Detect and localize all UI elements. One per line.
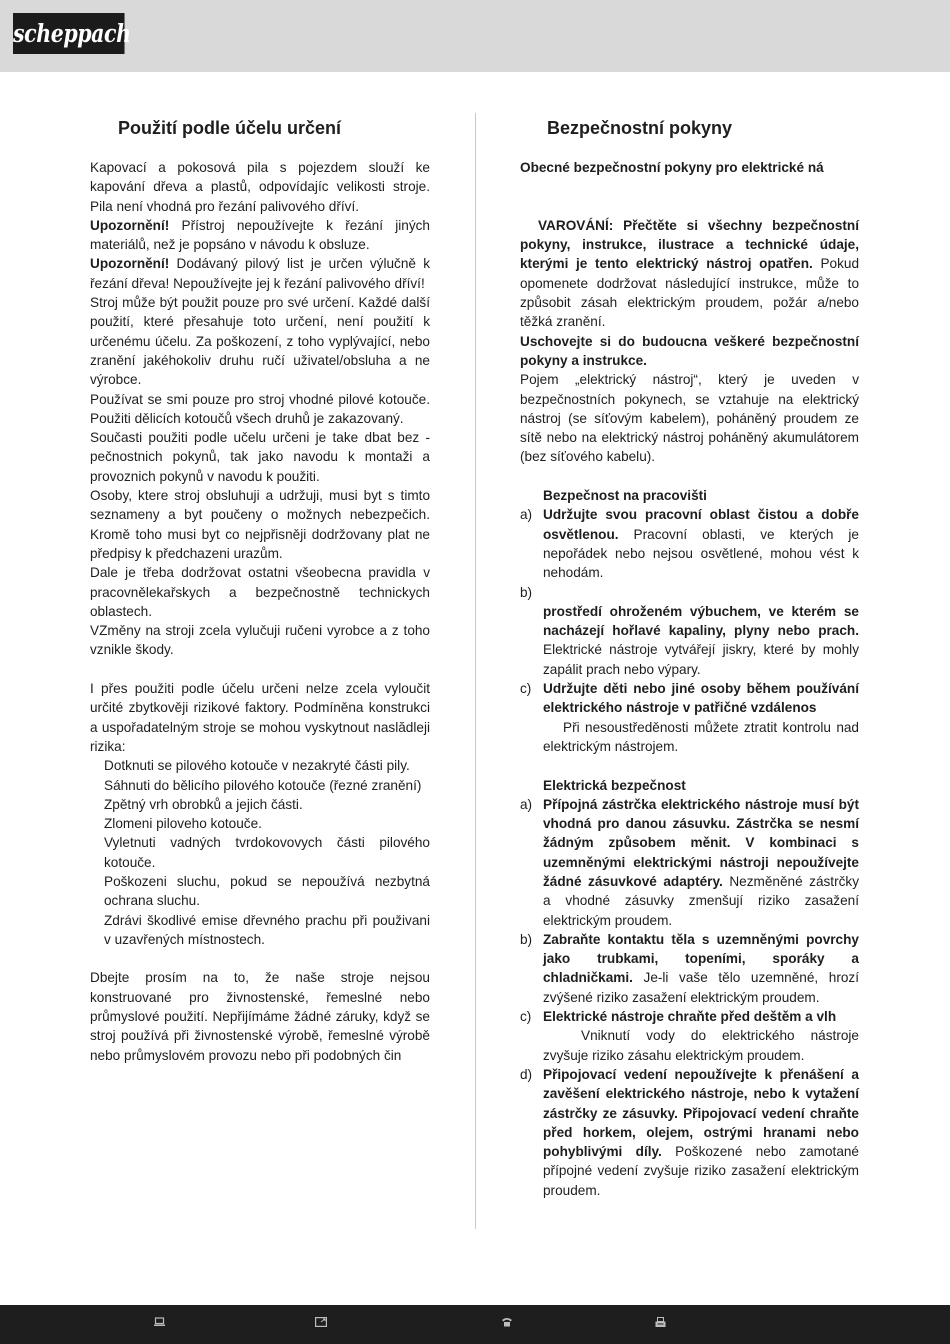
risk-item: Sáhnuti do bělicího pilového kotouče (řezné zranění) bbox=[104, 777, 422, 793]
paragraph-commercial-use: Dbejte prosím na to, že naše stroje nejsou konstruované pro živnostenské, řemeslné nebo průmyslové použití. Nepřijímáme žádné záruky, když se stroj používá při živnostenské výrobě, řemeslné výrobě nebo průmyslovém provozu nebo při podobných čin bbox=[90, 970, 430, 1063]
electrical-item-a: a) Přípojná zástrčka elektrického nástroje musí být vhodná pro danou zásuvku. Zástrčka se nesmí žádným způsobem měnit. V kombinaci s uzemněnými elektrickými nástroji nepoužívejte žádné zásuvkové adaptéry. Nezměněné zástrčky a vhodné zásuvky zmenšují riziko zasažení elektrickým proudem. bbox=[520, 796, 860, 928]
electrical-safety-heading: Elektrická bezpečnost bbox=[543, 777, 686, 793]
power-tool-definition: Pojem „elektrický nástroj“, který je uveden v bezpečnostních pokynech, se vztahuje na elektrický nástroj (se síťovým kabelem), poháněný proudem ze sítě nebo na elektrický nástroj poháněný akumulátorem (bez síťového kabelu). bbox=[520, 372, 859, 465]
risk-item: Zdrávi škodlivé emise dřevného prachu při použivani v uzavřených místnostech. bbox=[104, 912, 430, 947]
electrical-item-c: c) Elektrické nástroje chraňte před deštěm a vlh Vniknutí vody do elektrického nástroje zvyšuje riziko zásahu elektrickým proudem. bbox=[520, 1009, 859, 1063]
workplace-item-b: b) prostředí ohroženém výbuchem, ve kterém se nacházejí hořlavé kapaliny, plyny nebo prach. Elektrické nástroje vytvářejí jiskry, které by mohly zapálit prach nebo výpary. bbox=[520, 584, 859, 677]
paragraph-rules: Dale je třeba dodržovat ostatni všeobecna pravidla v pracovnělekařskych a bezpečnostně technickych oblastech. bbox=[90, 565, 430, 619]
risk-item: Poškozeni sluchu, pokud se nepoužívá nezbytná ochrana sluchu. bbox=[104, 873, 430, 909]
paragraph-instructions: Současti použiti podle učelu určeni je take dbat bez - pečnostnich pokynů, tak jako navodu k montaži a provoznich pokynů v navodu k použiti. bbox=[90, 430, 430, 484]
header-bar bbox=[0, 0, 950, 72]
risk-item: Zlomeni piloveho kotouče. bbox=[104, 816, 262, 832]
electrical-item-b: b) Zabraňte kontaktu těla s uzemněnými povrchy jako trubkami, topeními, sporáky a chladničkami. Je-li vaše tělo uzemněné, hrozí zvýšené riziko zasažení elektrickým proudem. bbox=[520, 931, 859, 1005]
warning-paragraph-2: Upozornění! Dodávaný pilový list je určen výlučně k řezání dřeva! Nepoužívejte jej k řezání palivového dříví! bbox=[90, 256, 430, 291]
mail-icon bbox=[315, 1317, 327, 1331]
paragraph-saw-blades: Používat se smi pouze pro stroj vhodné pilové kotouče. Použiti dělicích kotoučů všech druhů je zakazovaný. bbox=[90, 391, 430, 426]
warning-paragraph-1: Upozornění! Přístroj nepoužívejte k řezání jiných materiálů, než je popsáno v návodu k obsluze. bbox=[90, 217, 430, 253]
workplace-item-a: a) Udržujte svou pracovní oblast čistou a dobře osvětlenou. Pracovní oblasti, ve kterých je nepořádek nebo nejsou osvětlené, mohou vést k nehodám. bbox=[520, 507, 859, 581]
workplace-safety-heading: Bezpečnost na pracovišti bbox=[543, 488, 707, 504]
workplace-item-c: c) Udržujte děti nebo jiné osoby během používání elektrického nástroje v patřičné vzdálenos Při nesoustředěnosti můžete ztratit kontrolu nad elektrickým nástrojem. bbox=[520, 681, 859, 754]
left-section-title: Použití podle účelu určení bbox=[118, 118, 342, 138]
right-column bbox=[520, 158, 859, 1200]
risk-item: Vyletnuti vadných tvrdokovovych části pilového kotouče. bbox=[104, 835, 430, 870]
scheppach-logo: scheppach bbox=[13, 13, 125, 54]
column-divider bbox=[475, 113, 476, 1229]
paragraph-usage-liability: Stroj může být použit pouze pro své určení. Každé další použití, které přesahuje toto určení, není použití k určenému účelu. Za poškození, z toho vyplývající, nebo zranění jakéhokoliv druhu ručí uživatel/obsluha a ne výrobce. bbox=[90, 295, 430, 388]
paragraph-operators: Osoby, ktere stroj obsluhuji a udržuji, musi byt s timto seznameny a byt poučeny o možnych nebezpečich. Kromě toho musi byt co nejpřisněji dodržovany plat ne předpisy k předchazeni urazům. bbox=[90, 488, 430, 561]
electrical-item-d: d) Připojovací vedení nepoužívejte k přenášení a zavěšení elektrického nástroje, nebo k vytažení zástrčky ze zásuvky. Připojovací vedení chraňte před horkem, olejem, ostrými hranami nebo pohyblivými díly. Poškozené nebo zamotané přípojné vedení zvyšuje riziko zasažení elektrickým proudem. bbox=[520, 1066, 859, 1198]
risk-item: Zpětný vrh obrobků a jejich části. bbox=[104, 796, 303, 812]
right-section-title: Bezpečnostní pokyny bbox=[547, 118, 733, 138]
computer-icon bbox=[154, 1317, 165, 1331]
left-column bbox=[90, 158, 430, 1065]
keep-instructions-note: Uschovejte si do budoucna veškeré bezpečnostní pokyny a instrukce. bbox=[520, 333, 859, 368]
fax-icon bbox=[655, 1317, 666, 1332]
warning-paragraph: VAROVÁNÍ: Přečtěte si všechny bezpečnostní pokyny, instrukce, ilustrace a technické údaje, kterými je tento elektrický nástroj opatřen. Pokud opomenete dodržovat následující instrukce, může to způsobit zásah elektrickým proudem, požár a/nebo těžká zranění. bbox=[520, 217, 859, 330]
footer-bar bbox=[0, 1305, 950, 1344]
general-safety-subtitle: Obecné bezpečnostní pokyny pro elektrické ná bbox=[520, 160, 824, 175]
risk-list bbox=[90, 756, 430, 949]
paragraph-modifications: VZměny na stroji zcela vylučuji ručeni vyrobce a z toho vznikle škody. bbox=[90, 623, 430, 658]
paragraph-residual-risks: I přes použiti podle účelu určeni nelze zcela vyloučit určité zbytkověji rizikové faktory. Podmíněna konstrukci a uspořadatelným stroje se mohou vyskytnout naslădleji rizika: bbox=[90, 681, 430, 754]
phone-icon bbox=[501, 1317, 513, 1331]
intended-use-paragraph: Kapovací a pokosová pila s pojezdem slouží ke kapování dřeva a plastů, odpovídajíc velikosti stroje. Pila není vhodná pro řezání palivového dříví. bbox=[90, 160, 430, 214]
risk-item: Dotknuti se pilového kotouče v nezakryté části pily. bbox=[104, 758, 410, 774]
